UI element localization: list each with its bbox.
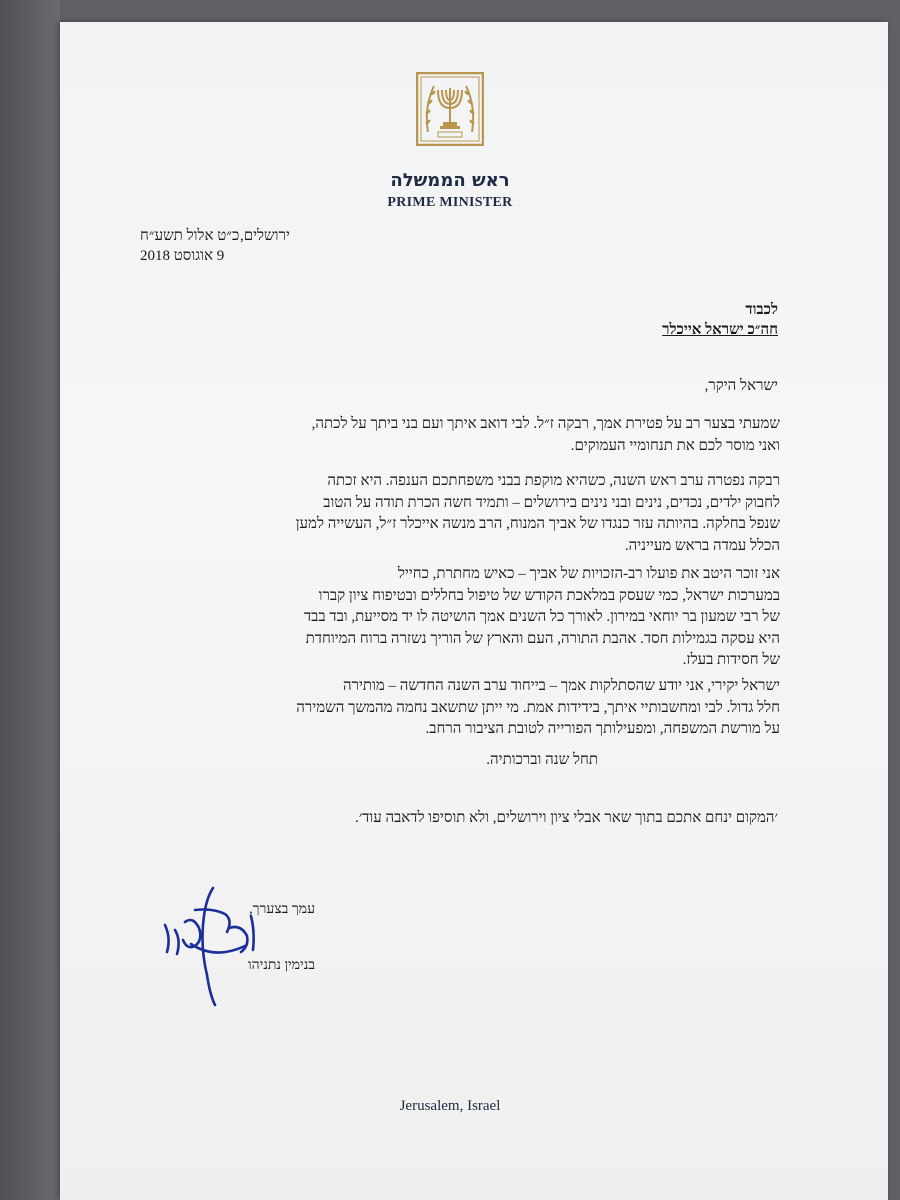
paragraph-line: שנפל בחלקה. בהיותה עזר כנגדו של אביך המנוח, הרב מנשה אייכלר ז״ל, העשייה למען — [295, 516, 780, 532]
paragraph-line: לחבוק ילדים, נכדים, נינים ובני נינים בירושלים – ותמיד חשה הכרת תודה על הטוב — [323, 494, 780, 511]
paragraph-line: של חסידות בעלז. — [682, 652, 780, 668]
dateline-gregorian-date: 9 אוגוסט 2018 — [140, 248, 225, 264]
footer-address: Jerusalem, Israel — [399, 1098, 501, 1114]
paragraph-line: רבקה נפטרה ערב ראש השנה, כשהיא מוקפת בבני משפחתכם הענפה. היא זכתה — [327, 473, 780, 489]
closing-line: עמך בצערך, — [249, 902, 315, 917]
greeting: ישראל היקר, — [704, 378, 778, 394]
dateline-city: ירושלים, — [240, 228, 290, 244]
paragraph-line: אני זוכר היטב את פועלו רב-הזכויות של אביך – כאיש מחתרת, כחייל — [397, 566, 780, 582]
closing-quote: ׳המקום ינחם אתכם בתוך שאר אבלי ציון וירושלים, ולא תוסיפו לדאבה עוד׳. — [354, 810, 778, 826]
state-emblem-icon — [416, 72, 484, 146]
paragraph-line: שמעתי בצער רב על פטירת אמך, רבקה ז״ל. לבי דואב איתך ועם בני ביתך על לכתה, — [311, 416, 780, 432]
dateline-hebrew-date: כ״ט אלול תשע״ח — [140, 228, 240, 244]
paragraph-line: הכלל עמדה בראש מעייניה. — [624, 537, 780, 554]
paragraph-1 — [140, 414, 780, 457]
paragraph-line: ואני מוסר לכם את תנחומיי העמוקים. — [570, 437, 780, 454]
addressee-name: חה״כ ישראל אייכלר — [662, 322, 778, 338]
paragraph-line: של רבי שמעון בר יוחאי במירון. לאורך כל השנים אמך הושיטה לו יד מסייעת, ובד בבד — [303, 609, 780, 625]
paragraph-line: חלל גדול. לבי ומחשבותיי איתך, בידידות אמת. מי ייתן שתשאב נחמה מהמשך השמירה — [296, 699, 780, 716]
paragraph-line: על מורשת המשפחה, ומפעילותך הפורייה לטובת הציבור הרחב. — [425, 721, 780, 737]
letterhead-title-hebrew: ראש הממשלה — [390, 170, 510, 191]
blessing-line: תחל שנה וברכותיה. — [486, 752, 598, 768]
addressee-prefix: לכבוד — [745, 302, 778, 318]
letterhead-title-english: PRIME MINISTER — [387, 195, 513, 210]
paragraph-2 — [140, 471, 780, 557]
paragraph-4 — [140, 676, 780, 741]
signer-name: בנימין נתניהו — [248, 958, 315, 973]
paragraph-line: ישראל יקירי, אני יודע שהסתלקות אמך – בייחוד ערב השנה החדשה – מותירה — [342, 678, 780, 694]
handwritten-signature — [155, 880, 265, 1010]
paragraph-line: במערכות ישראל, כמי שעסק במלאכת הקודש של טיפול בחללים ובטיפוח ציון קברו — [318, 587, 780, 604]
paragraph-line: היא עסקה בגמילות חסד. אהבת התורה, העם והארץ של הוריך נשזרה ברוח המיוחדת — [305, 630, 780, 647]
paragraph-3 — [140, 564, 780, 672]
background — [0, 0, 60, 1200]
